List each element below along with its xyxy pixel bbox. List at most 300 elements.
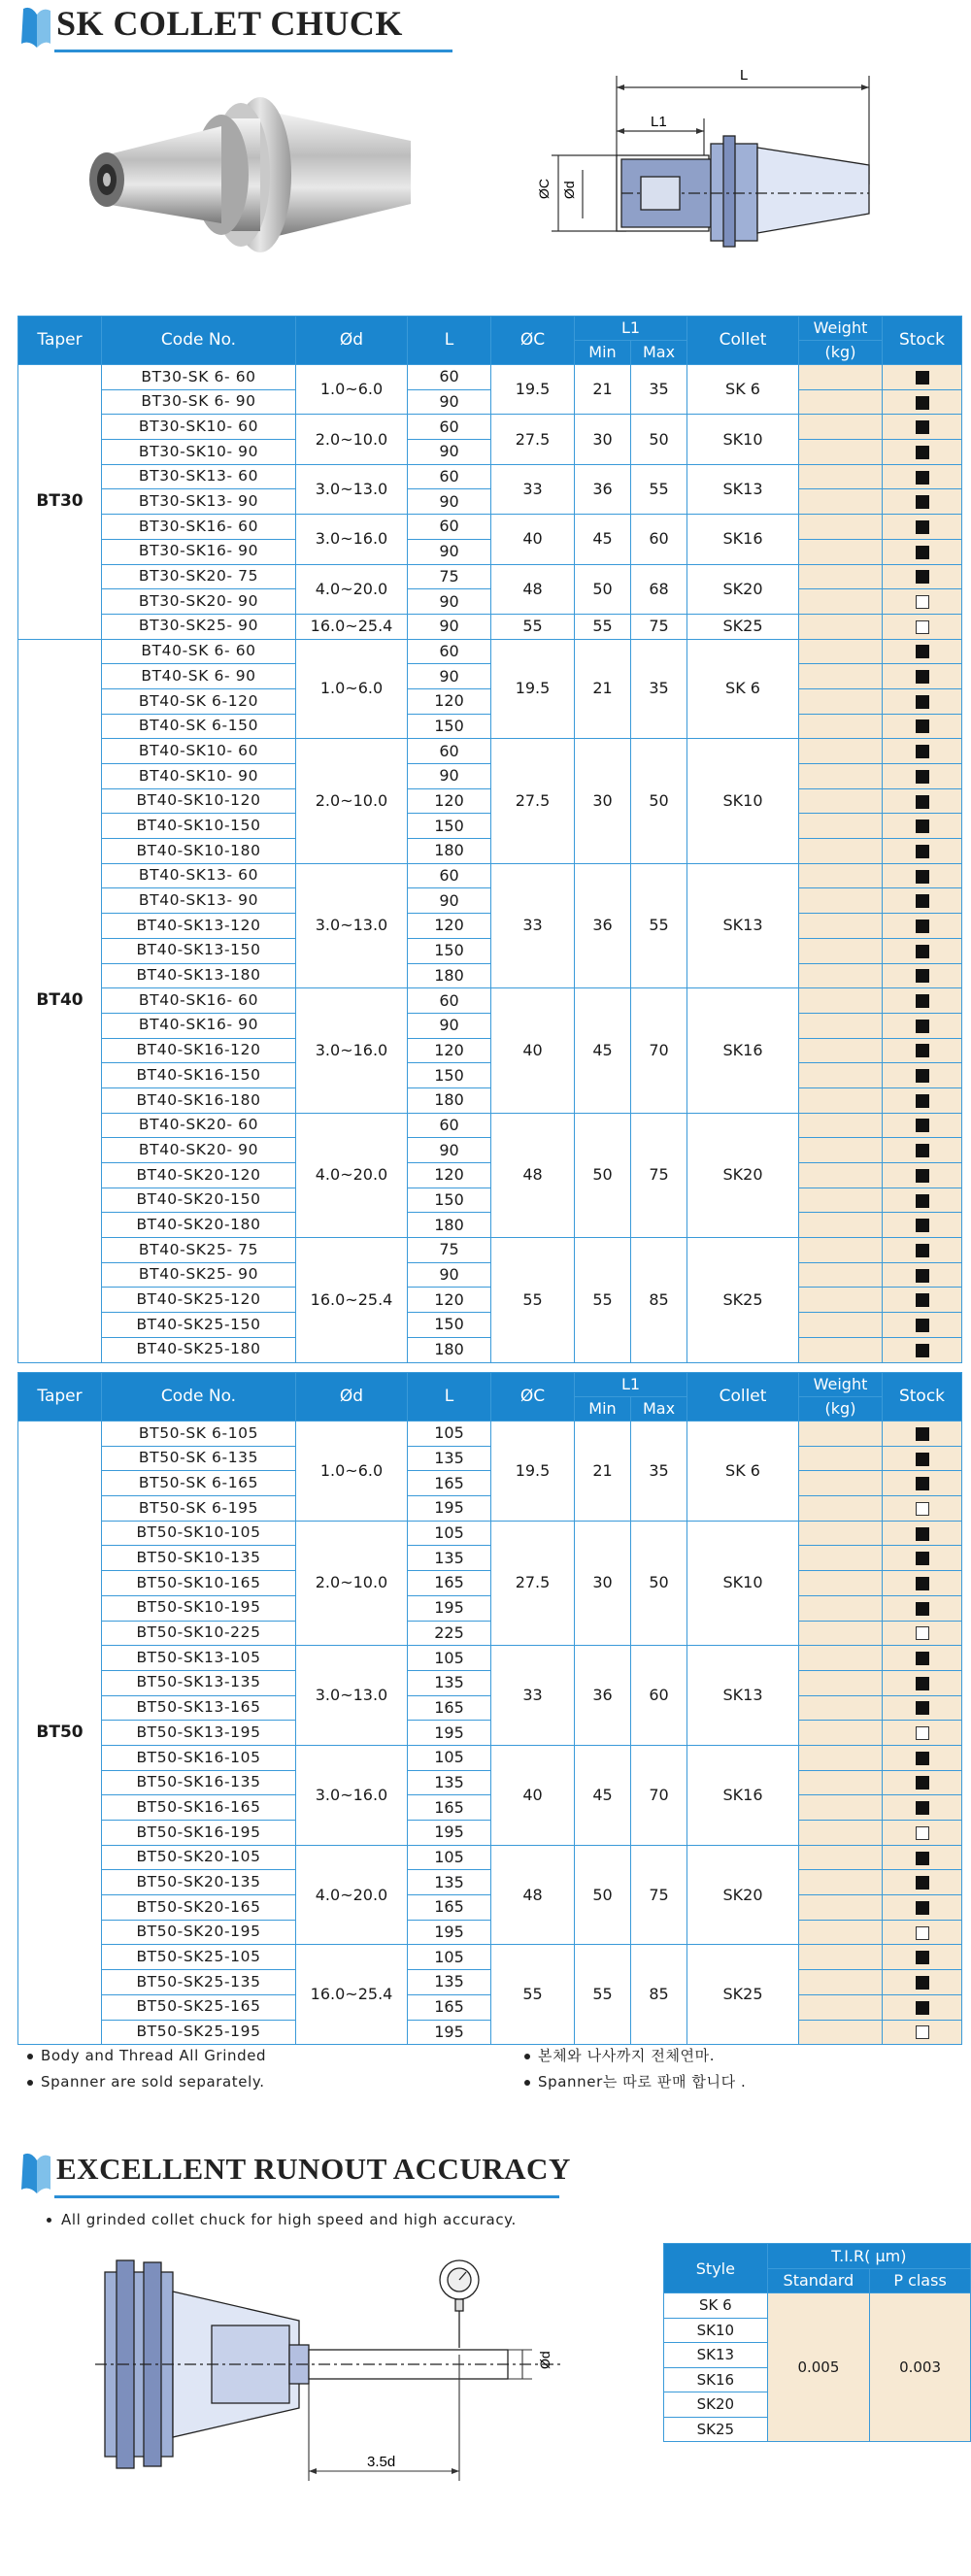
out-of-stock-icon: [916, 620, 929, 634]
od-cell: 3.0~13.0: [296, 863, 408, 987]
l-cell: 150: [408, 1188, 491, 1213]
l-cell: 105: [408, 1945, 491, 1970]
stock-cell: [883, 664, 962, 689]
table-row: [18, 988, 962, 1014]
in-stock-icon: [916, 1527, 929, 1541]
stock-cell: [883, 614, 962, 639]
table-row: [18, 1113, 962, 1138]
in-stock-icon: [916, 1069, 929, 1083]
weight-cell: [799, 389, 883, 415]
table-row: [18, 1471, 962, 1496]
out-of-stock-icon: [916, 2025, 929, 2039]
code-cell: BT40-SK16- 90: [102, 1013, 296, 1038]
stock-cell: [883, 564, 962, 589]
stock-cell: [883, 888, 962, 914]
l-cell: 180: [408, 1337, 491, 1362]
in-stock-icon: [916, 1269, 929, 1283]
stock-cell: [883, 739, 962, 764]
l-cell: 165: [408, 1571, 491, 1596]
table-row: [18, 1163, 962, 1188]
l-cell: 90: [408, 614, 491, 639]
table-row: [18, 1945, 962, 1970]
table-row: [18, 415, 962, 440]
od-cell: 16.0~25.4: [296, 614, 408, 639]
l-cell: 60: [408, 739, 491, 764]
stock-cell: [883, 1595, 962, 1621]
table-row: [18, 914, 962, 939]
weight-cell: [799, 1288, 883, 1313]
tir-style-cell: SK20: [664, 2392, 768, 2418]
in-stock-icon: [916, 1244, 929, 1257]
collet-cell: SK 6: [687, 1422, 799, 1522]
stock-cell: [883, 839, 962, 864]
weight-cell: [799, 739, 883, 764]
table-row: [18, 1770, 962, 1795]
l1-min-cell: 21: [575, 639, 631, 739]
code-cell: BT30-SK 6- 60: [102, 365, 296, 390]
in-stock-icon: [916, 1652, 929, 1665]
l-cell: 60: [408, 863, 491, 888]
tir-header-pclass: P class: [870, 2268, 971, 2293]
weight-cell: [799, 1188, 883, 1213]
stock-cell: [883, 365, 962, 390]
l-cell: 195: [408, 1821, 491, 1846]
table-row: [18, 764, 962, 789]
weight-cell: [799, 938, 883, 963]
l-cell: 90: [408, 389, 491, 415]
stock-cell: [883, 1238, 962, 1263]
in-stock-icon: [916, 820, 929, 833]
stock-cell: [883, 1895, 962, 1921]
code-cell: BT30-SK10- 60: [102, 415, 296, 440]
header-code: Code No.: [102, 1373, 296, 1422]
dim-label-l1: L1: [651, 114, 667, 130]
l-cell: 165: [408, 1994, 491, 2020]
l-cell: 180: [408, 1087, 491, 1113]
spec-table-bt30-bt40: [17, 316, 962, 1363]
l1-max-cell: 50: [631, 739, 687, 863]
code-cell: BT50-SK13-195: [102, 1721, 296, 1746]
in-stock-icon: [916, 695, 929, 709]
l-cell: 60: [408, 988, 491, 1014]
tir-header-standard: Standard: [767, 2268, 869, 2293]
in-stock-icon: [916, 570, 929, 584]
section-title-runout: [17, 2146, 571, 2194]
l1-min-cell: 50: [575, 564, 631, 614]
collet-cell: SK13: [687, 1646, 799, 1746]
l-cell: 195: [408, 2020, 491, 2045]
dimension-drawing: [486, 58, 913, 282]
table-row: [18, 1821, 962, 1846]
code-cell: BT40-SK13- 90: [102, 888, 296, 914]
collet-cell: SK10: [687, 415, 799, 464]
runout-note: [47, 2211, 517, 2228]
in-stock-icon: [916, 745, 929, 758]
header-min: Min: [575, 341, 631, 365]
l-cell: 150: [408, 814, 491, 839]
code-cell: BT40-SK 6-150: [102, 714, 296, 739]
bullet-icon: [524, 2080, 530, 2086]
l1-min-cell: 55: [575, 1238, 631, 1362]
weight-cell: [799, 464, 883, 489]
in-stock-icon: [916, 1951, 929, 1964]
code-cell: BT40-SK16- 60: [102, 988, 296, 1014]
bullet-icon: [47, 2218, 51, 2223]
tir-style-cell: SK 6: [664, 2293, 768, 2319]
table-row: [18, 589, 962, 615]
in-stock-icon: [916, 845, 929, 858]
weight-cell: [799, 714, 883, 739]
l1-min-cell: 45: [575, 1745, 631, 1845]
oc-cell: 19.5: [491, 365, 575, 415]
header-l: L: [408, 317, 491, 365]
weight-cell: [799, 589, 883, 615]
tir-style-cell: SK13: [664, 2343, 768, 2368]
weight-cell: [799, 1337, 883, 1362]
header-kg: (kg): [799, 1397, 883, 1422]
stock-cell: [883, 1571, 962, 1596]
weight-cell: [799, 1422, 883, 1447]
stock-cell: [883, 788, 962, 814]
stock-cell: [883, 1845, 962, 1870]
table-row: [18, 1188, 962, 1213]
table-row: [18, 614, 962, 639]
weight-cell: [799, 839, 883, 864]
in-stock-icon: [916, 1776, 929, 1790]
note-text: Body and Thread All Grinded: [41, 2047, 267, 2064]
in-stock-icon: [916, 1293, 929, 1307]
stock-cell: [883, 1213, 962, 1238]
weight-cell: [799, 1163, 883, 1188]
table-body: [18, 1422, 962, 2045]
code-cell: BT50-SK 6-165: [102, 1471, 296, 1496]
l-cell: 120: [408, 1038, 491, 1063]
collet-cell: SK10: [687, 1521, 799, 1645]
tir-standard-cell: 0.005: [767, 2293, 869, 2442]
stock-cell: [883, 963, 962, 988]
table-row: [18, 1138, 962, 1163]
oc-cell: 19.5: [491, 1422, 575, 1522]
weight-cell: [799, 1571, 883, 1596]
code-cell: BT40-SK13-180: [102, 963, 296, 988]
header-oc: ØC: [491, 1373, 575, 1422]
od-cell: 16.0~25.4: [296, 1945, 408, 2045]
weight-cell: [799, 515, 883, 540]
weight-cell: [799, 1945, 883, 1970]
in-stock-icon: [916, 1477, 929, 1490]
stock-cell: [883, 639, 962, 664]
oc-cell: 19.5: [491, 639, 575, 739]
table-row: [18, 1087, 962, 1113]
stock-cell: [883, 1721, 962, 1746]
table-header: [18, 1373, 962, 1422]
runout-drawing: [17, 2233, 619, 2505]
header-max: Max: [631, 1397, 687, 1422]
section-title-sk-collet-chuck: [17, 0, 403, 49]
in-stock-icon: [916, 1677, 929, 1690]
header-kg: (kg): [799, 341, 883, 365]
l-cell: 120: [408, 914, 491, 939]
header-l1: L1: [575, 1373, 687, 1397]
collet-cell: SK 6: [687, 365, 799, 415]
l-cell: 225: [408, 1621, 491, 1646]
od-cell: 2.0~10.0: [296, 1521, 408, 1645]
taper-cell: BT30: [18, 365, 102, 640]
table-row: [18, 739, 962, 764]
weight-cell: [799, 764, 883, 789]
table-row: [18, 1313, 962, 1338]
in-stock-icon: [916, 969, 929, 983]
weight-cell: [799, 1087, 883, 1113]
l-cell: 180: [408, 839, 491, 864]
code-cell: BT50-SK10-135: [102, 1546, 296, 1571]
l-cell: 90: [408, 764, 491, 789]
code-cell: BT50-SK25-195: [102, 2020, 296, 2045]
od-cell: 3.0~13.0: [296, 1646, 408, 1746]
code-cell: BT30-SK20- 90: [102, 589, 296, 615]
header-taper: Taper: [18, 317, 102, 365]
title-underline: [54, 50, 452, 52]
table-row: [18, 938, 962, 963]
table-row: [18, 1521, 962, 1546]
l-cell: 195: [408, 1496, 491, 1522]
l-cell: 150: [408, 714, 491, 739]
od-cell: 1.0~6.0: [296, 365, 408, 415]
stock-cell: [883, 1496, 962, 1522]
code-cell: BT50-SK10-165: [102, 1571, 296, 1596]
l-cell: 120: [408, 1163, 491, 1188]
collet-cell: SK13: [687, 863, 799, 987]
l-cell: 60: [408, 415, 491, 440]
table-row: [18, 1795, 962, 1821]
table-header: [18, 317, 962, 365]
table-row: [18, 1546, 962, 1571]
od-cell: 4.0~20.0: [296, 564, 408, 614]
table-row: [18, 1595, 962, 1621]
oc-cell: 27.5: [491, 1521, 575, 1645]
in-stock-icon: [916, 2001, 929, 2015]
in-stock-icon: [916, 1976, 929, 1990]
stock-cell: [883, 938, 962, 963]
stock-cell: [883, 988, 962, 1014]
taper-cell: BT50: [18, 1422, 102, 2045]
tir-row: [664, 2293, 971, 2319]
l-cell: 105: [408, 1845, 491, 1870]
title-underline: [54, 2195, 559, 2198]
od-cell: 2.0~10.0: [296, 415, 408, 464]
l-cell: 135: [408, 1770, 491, 1795]
weight-cell: [799, 1471, 883, 1496]
table-row: [18, 788, 962, 814]
in-stock-icon: [916, 1020, 929, 1033]
stock-cell: [883, 539, 962, 564]
out-of-stock-icon: [916, 1826, 929, 1840]
in-stock-icon: [916, 1701, 929, 1715]
header-stock: Stock: [883, 1373, 962, 1422]
table-row: [18, 1646, 962, 1671]
table-row: [18, 1994, 962, 2020]
l-cell: 60: [408, 639, 491, 664]
code-cell: BT50-SK 6-195: [102, 1496, 296, 1522]
code-cell: BT30-SK16- 90: [102, 539, 296, 564]
table-row: [18, 1288, 962, 1313]
collet-cell: SK13: [687, 464, 799, 514]
stock-cell: [883, 764, 962, 789]
stock-cell: [883, 714, 962, 739]
in-stock-icon: [916, 1801, 929, 1815]
l1-max-cell: 35: [631, 1422, 687, 1522]
bullet-icon: [27, 2054, 33, 2059]
od-cell: 3.0~16.0: [296, 988, 408, 1113]
header-l1: L1: [575, 317, 687, 341]
weight-cell: [799, 1695, 883, 1721]
l1-max-cell: 60: [631, 515, 687, 564]
bullet-icon: [524, 2054, 530, 2059]
weight-cell: [799, 1113, 883, 1138]
code-cell: BT50-SK20-105: [102, 1845, 296, 1870]
code-cell: BT30-SK20- 75: [102, 564, 296, 589]
in-stock-icon: [916, 1144, 929, 1157]
stock-cell: [883, 415, 962, 440]
collet-cell: SK 6: [687, 639, 799, 739]
l-cell: 135: [408, 1446, 491, 1471]
code-cell: BT40-SK 6-120: [102, 688, 296, 714]
table-row: [18, 888, 962, 914]
stock-cell: [883, 389, 962, 415]
l1-min-cell: 30: [575, 415, 631, 464]
out-of-stock-icon: [916, 1502, 929, 1516]
table-row: [18, 1895, 962, 1921]
table-row: [18, 639, 962, 664]
in-stock-icon: [916, 719, 929, 733]
stock-cell: [883, 1313, 962, 1338]
in-stock-icon: [916, 1901, 929, 1915]
weight-cell: [799, 664, 883, 689]
l-cell: 90: [408, 589, 491, 615]
l-cell: 120: [408, 688, 491, 714]
l1-min-cell: 50: [575, 1113, 631, 1237]
stock-cell: [883, 1821, 962, 1846]
in-stock-icon: [916, 770, 929, 784]
code-cell: BT40-SK16-120: [102, 1038, 296, 1063]
collet-cell: SK16: [687, 1745, 799, 1845]
weight-cell: [799, 1063, 883, 1088]
code-cell: BT40-SK20-150: [102, 1188, 296, 1213]
weight-cell: [799, 963, 883, 988]
in-stock-icon: [916, 371, 929, 385]
in-stock-icon: [916, 520, 929, 534]
oc-cell: 48: [491, 1845, 575, 1945]
table-row: [18, 539, 962, 564]
weight-cell: [799, 1546, 883, 1571]
header-od: Ød: [296, 1373, 408, 1422]
in-stock-icon: [916, 446, 929, 459]
stock-cell: [883, 1163, 962, 1188]
l-cell: 195: [408, 1920, 491, 1945]
od-cell: 3.0~16.0: [296, 515, 408, 564]
in-stock-icon: [916, 1453, 929, 1466]
l-cell: 90: [408, 664, 491, 689]
l-cell: 180: [408, 1213, 491, 1238]
stock-cell: [883, 1920, 962, 1945]
weight-cell: [799, 1621, 883, 1646]
weight-cell: [799, 440, 883, 465]
l-cell: 180: [408, 963, 491, 988]
l-cell: 150: [408, 1063, 491, 1088]
code-cell: BT50-SK16-165: [102, 1795, 296, 1821]
code-cell: BT30-SK25- 90: [102, 614, 296, 639]
l-cell: 75: [408, 1238, 491, 1263]
od-cell: 1.0~6.0: [296, 1422, 408, 1522]
stock-cell: [883, 1063, 962, 1088]
l1-min-cell: 30: [575, 1521, 631, 1645]
weight-cell: [799, 1821, 883, 1846]
code-cell: BT40-SK25-150: [102, 1313, 296, 1338]
in-stock-icon: [916, 1169, 929, 1183]
oc-cell: 48: [491, 1113, 575, 1237]
table-row: [18, 1496, 962, 1522]
l-cell: 150: [408, 938, 491, 963]
code-cell: BT30-SK13- 90: [102, 489, 296, 515]
header-weight: Weight: [799, 1373, 883, 1397]
code-cell: BT30-SK 6- 90: [102, 389, 296, 415]
tir-style-cell: SK10: [664, 2318, 768, 2343]
l-cell: 135: [408, 1970, 491, 1995]
weight-cell: [799, 365, 883, 390]
stock-cell: [883, 1138, 962, 1163]
l-cell: 90: [408, 1013, 491, 1038]
tir-table: [663, 2243, 971, 2442]
code-cell: BT50-SK25-135: [102, 1970, 296, 1995]
in-stock-icon: [916, 1852, 929, 1865]
table-row: [18, 714, 962, 739]
stock-cell: [883, 1521, 962, 1546]
l-cell: 105: [408, 1646, 491, 1671]
stock-cell: [883, 1262, 962, 1288]
table-row: [18, 1745, 962, 1770]
table-row: [18, 863, 962, 888]
l1-max-cell: 70: [631, 1745, 687, 1845]
in-stock-icon: [916, 1119, 929, 1132]
weight-cell: [799, 1721, 883, 1746]
stock-cell: [883, 914, 962, 939]
collet-cell: SK25: [687, 614, 799, 639]
collet-cell: SK20: [687, 1113, 799, 1237]
in-stock-icon: [916, 945, 929, 958]
in-stock-icon: [916, 1552, 929, 1565]
table-row: [18, 1422, 962, 1447]
weight-cell: [799, 1496, 883, 1522]
oc-cell: 27.5: [491, 739, 575, 863]
stock-cell: [883, 2020, 962, 2045]
weight-cell: [799, 1970, 883, 1995]
in-stock-icon: [916, 1427, 929, 1441]
l-cell: 90: [408, 1262, 491, 1288]
stock-cell: [883, 688, 962, 714]
table-row: [18, 440, 962, 465]
code-cell: BT40-SK10- 60: [102, 739, 296, 764]
in-stock-icon: [916, 1344, 929, 1357]
note-line: [524, 2043, 746, 2069]
taper-cell: BT40: [18, 639, 102, 1362]
weight-cell: [799, 1870, 883, 1895]
l1-min-cell: 36: [575, 464, 631, 514]
weight-cell: [799, 564, 883, 589]
in-stock-icon: [916, 546, 929, 559]
stock-cell: [883, 1188, 962, 1213]
l-cell: 60: [408, 1113, 491, 1138]
od-cell: 16.0~25.4: [296, 1238, 408, 1362]
